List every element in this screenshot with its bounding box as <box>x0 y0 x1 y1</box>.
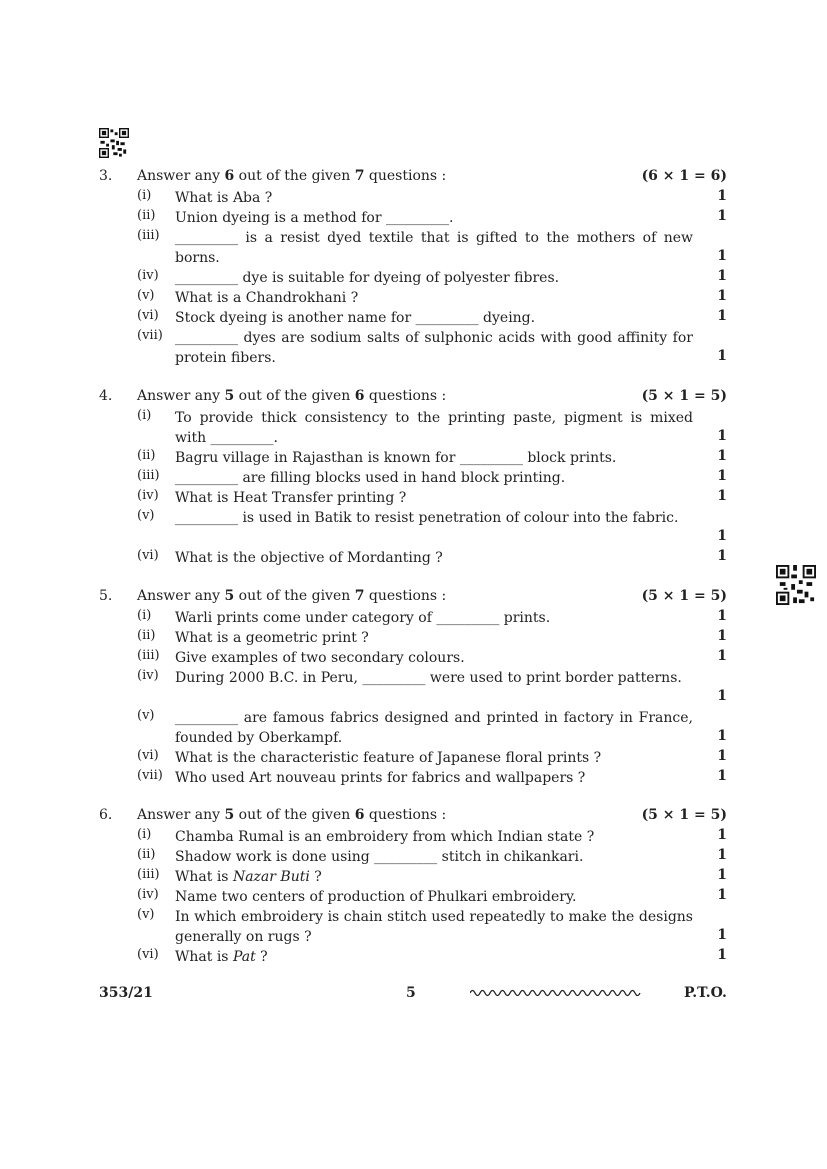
sub-question-text: Union dyeing is a method for _________. <box>175 210 454 226</box>
question-header <box>0 807 827 827</box>
question-header <box>0 388 827 408</box>
sub-question-text: In which embroidery is chain stitch used repeatedly to make the designs generally on rugs ? <box>175 909 693 945</box>
sub-question-number: (vi) <box>137 548 159 563</box>
sub-question-mark: 1 <box>717 268 727 284</box>
sub-question-number: (i) <box>137 827 152 842</box>
sub-question-mark: 1 <box>717 348 727 364</box>
question-number: 6. <box>99 807 113 823</box>
sub-question-number: (ii) <box>137 448 156 463</box>
question-header <box>0 588 827 608</box>
sub-question-text: Shadow work is done using _________ stitch in chikankari. <box>175 849 584 865</box>
sub-question-mark: 1 <box>717 728 727 744</box>
sub-question-text: What is the characteristic feature of Japanese floral prints ? <box>175 750 602 766</box>
sub-question-number: (vii) <box>137 768 163 783</box>
sub-question-number: (i) <box>137 188 152 203</box>
sub-question-mark: 1 <box>717 648 727 664</box>
sub-question-text: During 2000 B.C. in Peru, _________ were used to print border patterns. <box>175 670 682 686</box>
question-marks: (6 × 1 = 6) <box>641 168 727 184</box>
page-footer <box>0 985 827 1005</box>
sub-question-number: (v) <box>137 288 155 303</box>
sub-question-number: (iii) <box>137 228 160 243</box>
sub-question-mark: 1 <box>717 208 727 224</box>
question-marks: (5 × 1 = 5) <box>641 388 727 404</box>
sub-question-mark: 1 <box>717 887 727 903</box>
sub-question-mark: 1 <box>717 927 727 943</box>
sub-question-mark: 1 <box>717 768 727 784</box>
sub-question-mark: 1 <box>717 847 727 863</box>
sub-question-text: Bagru village in Rajasthan is known for _________ block prints. <box>175 450 617 466</box>
sub-question-text: _________ dyes are sodium salts of sulphonic acids with good affinity for protein fibers. <box>175 330 693 366</box>
page-number: 5 <box>406 985 416 1001</box>
sub-question-number: (v) <box>137 708 155 723</box>
sub-question-mark: 1 <box>717 608 727 624</box>
sub-question-mark: 1 <box>717 688 727 704</box>
sub-question-text: Give examples of two secondary colours. <box>175 650 465 666</box>
sub-question-mark: 1 <box>717 947 727 963</box>
paper-code: 353/21 <box>99 985 153 1001</box>
sub-question-mark: 1 <box>717 288 727 304</box>
question-marks: (5 × 1 = 5) <box>641 807 727 823</box>
sub-question-number: (iv) <box>137 268 159 283</box>
question-number: 3. <box>99 168 113 184</box>
sub-question-number: (v) <box>137 907 155 922</box>
sub-question-number: (vi) <box>137 308 159 323</box>
sub-question-number: (iv) <box>137 668 159 683</box>
sub-question-text: What is a geometric print ? <box>175 630 369 646</box>
qr-code-icon <box>99 128 129 158</box>
please-turn-over: P.T.O. <box>684 985 727 1001</box>
sub-question-text: What is Heat Transfer printing ? <box>175 490 407 506</box>
question-instruction: Answer any 5 out of the given 7 questions : <box>137 588 447 604</box>
wavy-line-icon <box>470 987 642 999</box>
sub-question-text: Who used Art nouveau prints for fabrics and wallpapers ? <box>175 770 586 786</box>
sub-question-number: (vi) <box>137 748 159 763</box>
question-instruction: Answer any 5 out of the given 6 questions : <box>137 388 447 404</box>
sub-question-text: _________ dye is suitable for dyeing of polyester fibres. <box>175 270 560 286</box>
question-header <box>0 168 827 188</box>
sub-question-mark: 1 <box>717 448 727 464</box>
question-instruction: Answer any 5 out of the given 6 questions : <box>137 807 447 823</box>
sub-question-mark: 1 <box>717 468 727 484</box>
sub-question-number: (ii) <box>137 628 156 643</box>
question-instruction: Answer any 6 out of the given 7 questions : <box>137 168 447 184</box>
sub-question-mark: 1 <box>717 488 727 504</box>
sub-question-text: Name two centers of production of Phulkari embroidery. <box>175 889 577 905</box>
sub-question-text: _________ is a resist dyed textile that is gifted to the mothers of new borns. <box>175 230 693 266</box>
sub-question-mark: 1 <box>717 628 727 644</box>
sub-question-mark: 1 <box>717 188 727 204</box>
sub-question-number: (iii) <box>137 867 160 882</box>
sub-question-mark: 1 <box>717 748 727 764</box>
sub-question-number: (iii) <box>137 648 160 663</box>
sub-question-text: Stock dyeing is another name for _________ dyeing. <box>175 310 536 326</box>
sub-question-number: (iv) <box>137 488 159 503</box>
sub-question-mark: 1 <box>717 528 727 544</box>
sub-question-text: What is the objective of Mordanting ? <box>175 550 443 566</box>
sub-question-number: (vii) <box>137 328 163 343</box>
sub-question-text: Warli prints come under category of _________ prints. <box>175 610 551 626</box>
sub-question-number: (ii) <box>137 208 156 223</box>
sub-question-number: (iii) <box>137 468 160 483</box>
sub-question-mark: 1 <box>717 867 727 883</box>
question-marks: (5 × 1 = 5) <box>641 588 727 604</box>
sub-question-text: What is Aba ? <box>175 190 273 206</box>
sub-question-number: (iv) <box>137 887 159 902</box>
question-number: 5. <box>99 588 113 604</box>
sub-question-number: (i) <box>137 608 152 623</box>
sub-question-text: What is a Chandrokhani ? <box>175 290 359 306</box>
sub-question-number: (ii) <box>137 847 156 862</box>
sub-question-text: What is Nazar Buti ? <box>175 869 322 885</box>
sub-question-text: To provide thick consistency to the printing paste, pigment is mixed with _________. <box>175 410 693 446</box>
sub-question-number: (vi) <box>137 947 159 962</box>
sub-question-mark: 1 <box>717 308 727 324</box>
sub-question-mark: 1 <box>717 248 727 264</box>
sub-question-mark: 1 <box>717 548 727 564</box>
sub-question-text: Chamba Rumal is an embroidery from which Indian state ? <box>175 829 595 845</box>
sub-question-number: (v) <box>137 508 155 523</box>
sub-question-text: _________ are filling blocks used in hand block printing. <box>175 470 566 486</box>
sub-question-text: _________ are famous fabrics designed and printed in factory in France, founded by Oberkampf. <box>175 710 693 746</box>
sub-question-text: What is Pat ? <box>175 949 268 965</box>
sub-question-number: (i) <box>137 408 152 423</box>
sub-question-mark: 1 <box>717 827 727 843</box>
question-number: 4. <box>99 388 113 404</box>
sub-question-mark: 1 <box>717 428 727 444</box>
sub-question-text: _________ is used in Batik to resist penetration of colour into the fabric. <box>175 510 679 526</box>
